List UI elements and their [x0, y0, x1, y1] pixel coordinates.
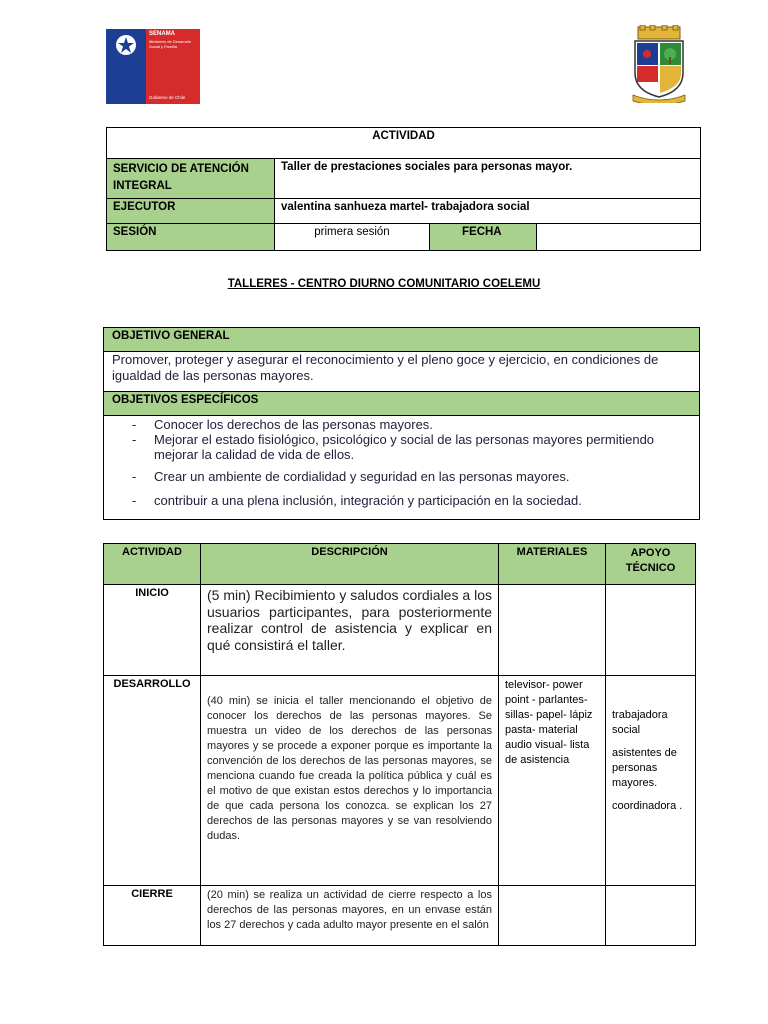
activities-table: [103, 543, 696, 946]
objectives-box: [103, 327, 700, 520]
chile-star-icon: [114, 33, 138, 57]
support-item: asistentes de personas mayores.: [612, 747, 677, 789]
executor-label: EJECUTOR: [107, 199, 275, 224]
specific-objectives-list: [132, 417, 691, 508]
activity-support: [606, 585, 696, 676]
activity-name: CIERRE: [104, 886, 201, 946]
col-header-description: DESCRIPCIÓN: [201, 544, 499, 585]
activity-materials: [499, 585, 606, 676]
activity-header-table: [106, 127, 701, 251]
activity-description: (40 min) se inicia el taller mencionando el objetivo de conocer los derechos de las personas mayores. Se muestra un video de los derechos de las personas mayores y se procede a exponer porque es importante la convención de los derechos de las personas mayores, se menciona cuando fue creada la política pública y cuál es el motivo de que existan estos derechos y lo importancia de que cada persona los conozca. se explican los 27 derechos de las personas mayores y se van resolviendo dudas.: [201, 676, 499, 886]
specific-objectives-label: OBJETIVOS ESPECÍFICOS: [104, 391, 699, 416]
workshop-title: TALLERES - CENTRO DIURNO COMUNITARIO COELEMU: [227, 278, 541, 290]
activity-support: [606, 886, 696, 946]
date-label: FECHA: [430, 224, 537, 251]
col-header-activity: ACTIVIDAD: [104, 544, 201, 585]
support-item: coordinadora .: [612, 800, 683, 812]
table-row: [104, 886, 696, 946]
coelemu-crest-logo: [630, 25, 688, 103]
col-header-support: APOYO TÉCNICO: [606, 544, 696, 585]
general-objective-text: Promover, proteger y asegurar el reconocimiento y el pleno goce y ejercicio, en condiciones de igualdad de las personas mayores.: [112, 352, 659, 383]
activity-name: DESARROLLO: [104, 676, 201, 886]
general-objective-label: OBJETIVO GENERAL: [104, 328, 699, 352]
senama-footer: Gobierno de Chile: [149, 95, 186, 100]
specific-objective-item: - contribuir a una plena inclusión, integración y participación en la sociedad.: [132, 493, 691, 508]
session-label: SESIÓN: [107, 224, 275, 251]
senama-logo: [106, 29, 200, 104]
date-value: [537, 224, 701, 251]
support-item: trabajadora social: [612, 709, 668, 736]
activity-description: (5 min) Recibimiento y saludos cordiales a los usuarios participantes, para posteriormente realizar control de asistencia y explicar en qué consistirá el taller.: [201, 585, 499, 676]
header-title: ACTIVIDAD: [107, 128, 701, 159]
table-row: [104, 585, 696, 676]
activity-support: [606, 676, 696, 886]
service-label: SERVICIO DE ATENCIÓN INTEGRAL: [107, 159, 275, 199]
senama-brand: SENAMA: [149, 31, 176, 37]
session-value: primera sesión: [275, 224, 430, 251]
activity-description: (20 min) se realiza un actividad de cierre respecto a los derechos de las personas mayores, en un envase están los 27 derechos y cada adulto mayor presente en el salón: [201, 886, 499, 946]
col-header-materials: MATERIALES: [499, 544, 606, 585]
executor-value: valentina sanhueza martel- trabajadora social: [275, 199, 701, 224]
senama-subtitle: Ministerio de Desarrollo Social y Familia: [149, 39, 192, 49]
specific-objective-item: - Conocer los derechos de las personas mayores.: [132, 417, 691, 432]
activity-materials: televisor- power point - parlantes- sillas- papel- lápiz pasta- material audio visual- lista de asistencia: [499, 676, 606, 886]
specific-objective-item: - Crear un ambiente de cordialidad y seguridad en las personas mayores.: [132, 469, 691, 484]
specific-objective-item: - Mejorar el estado fisiológico, psicológico y social de las personas mayores permitiendo mejorar la calidad de vida de ellos.: [132, 432, 691, 462]
table-row: [104, 676, 696, 886]
activity-name: INICIO: [104, 585, 201, 676]
service-value: Taller de prestaciones sociales para personas mayor.: [275, 159, 701, 199]
activity-materials: [499, 886, 606, 946]
